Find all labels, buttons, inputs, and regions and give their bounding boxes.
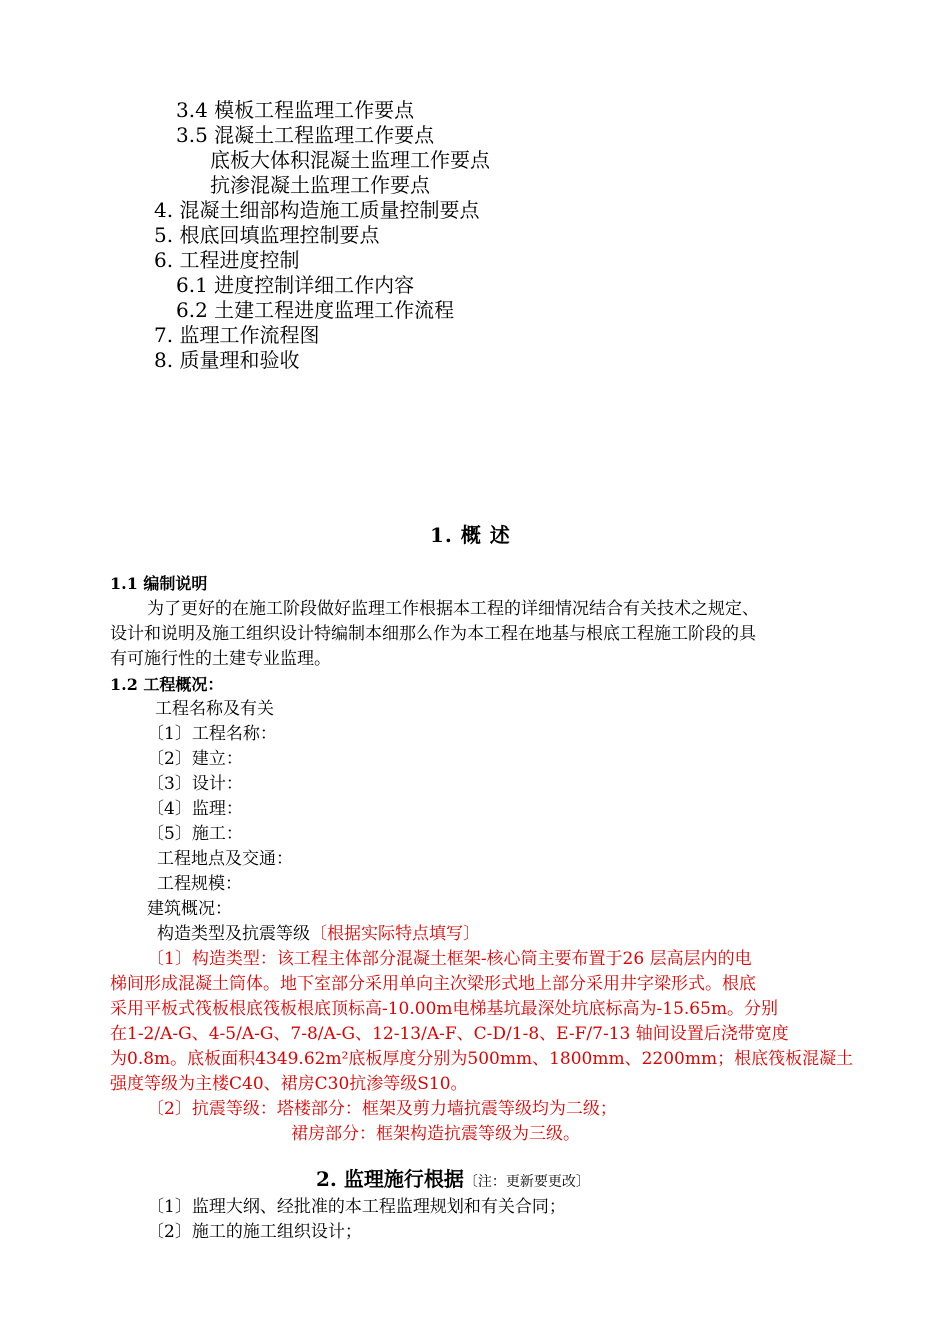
toc-item-mass-concrete: 底板大体积混凝土监理工作要点	[210, 148, 490, 172]
paragraph-line: 为了更好的在施工阶段做好监理工作根据本工程的详细情况结合有关技术之规定、	[147, 599, 759, 619]
toc-item-5: 5. 根底回填监理控制要点	[154, 223, 380, 247]
paragraph-line: 设计和说明及施工组织设计特编制本细那么作为本工程在地基与根底工程施工阶段的具	[110, 624, 756, 644]
subsection-1-2-title: 1.2 工程概况：	[110, 675, 224, 694]
toc-item-4: 4. 混凝土细部构造施工质量控制要点	[154, 198, 480, 222]
paragraph-line: 有可施行性的土建专业监理。	[110, 649, 331, 669]
toc-item-6-2: 6.2 土建工程进度监理工作流程	[176, 298, 455, 322]
overview-item: 〔5〕施工：	[147, 824, 243, 844]
structure-paragraph-line: 在1-2/A-G、4-5/A-G、7-8/A-G、12-13/A-F、C-D/1-8、E-F/7-13 轴间设置后浇带宽度	[110, 1024, 789, 1044]
structure-paragraph-line: 采用平板式筏板根底筏板根底顶标高-10.00m电梯基坑最深处坑底标高为-15.65m。分别	[110, 999, 779, 1019]
basis-item: 〔1〕监理大纲、经批准的本工程监理规划和有关合同；	[147, 1197, 566, 1217]
overview-item: 〔1〕工程名称：	[147, 724, 277, 744]
toc-item-impermeable-concrete: 抗渗混凝土监理工作要点	[210, 173, 430, 197]
overview-item	[157, 922, 480, 947]
section-2-title	[316, 1167, 590, 1195]
structure-paragraph-line: 为0.8m。底板面积4349.62m²底板厚度分别为500mm、1800mm、2200mm；根底筏板混凝土	[110, 1049, 854, 1069]
overview-item: 〔2〕建立：	[147, 749, 243, 769]
overview-item: 工程地点及交通：	[157, 849, 293, 869]
seismic-grade-podium: 裙房部分：框架构造抗震等级为三级。	[291, 1124, 580, 1144]
section-2-note: 〔注：更新要更改〕	[463, 1174, 590, 1190]
toc-item-7: 7. 监理工作流程图	[154, 323, 320, 347]
overview-item: 〔4〕监理：	[147, 799, 243, 819]
toc-item-3-5: 3.5 混凝土工程监理工作要点	[176, 123, 435, 147]
structure-paragraph-line: 梯间形成混凝土筒体。地下室部分采用单向主次梁形式地上部分采用井字梁形式。根底	[110, 974, 756, 994]
structure-type-label: 构造类型及抗震等级	[157, 924, 310, 944]
toc-item-3-4: 3.4 模板工程监理工作要点	[176, 98, 415, 122]
overview-item: 〔3〕设计：	[147, 774, 243, 794]
basis-item: 〔2〕施工的施工组织设计；	[147, 1222, 362, 1242]
subsection-1-1-title: 1.1 编制说明	[110, 574, 208, 593]
fill-note: 〔根据实际特点填写〕	[310, 924, 480, 944]
toc-item-6: 6. 工程进度控制	[154, 248, 300, 272]
seismic-grade-tower: 〔2〕抗震等级：塔楼部分：框架及剪力墙抗震等级均为二级；	[147, 1099, 617, 1119]
structure-paragraph-line: 强度等级为主楼C40、裙房C30抗渗等级S10。	[110, 1074, 468, 1094]
toc-item-8: 8. 质量理和验收	[154, 348, 300, 372]
overview-item: 建筑概况：	[147, 899, 232, 919]
structure-paragraph-line: 〔1〕构造类型：该工程主体部分混凝土框架-核心筒主要布置于26 层高层内的电	[147, 949, 752, 969]
overview-item: 工程规模：	[157, 874, 242, 894]
section-2-heading: 2. 监理施行根据	[316, 1167, 464, 1191]
section-1-title: 1. 概 述	[430, 523, 511, 547]
overview-item: 工程名称及有关	[155, 699, 274, 719]
toc-item-6-1: 6.1 进度控制详细工作内容	[176, 273, 415, 297]
